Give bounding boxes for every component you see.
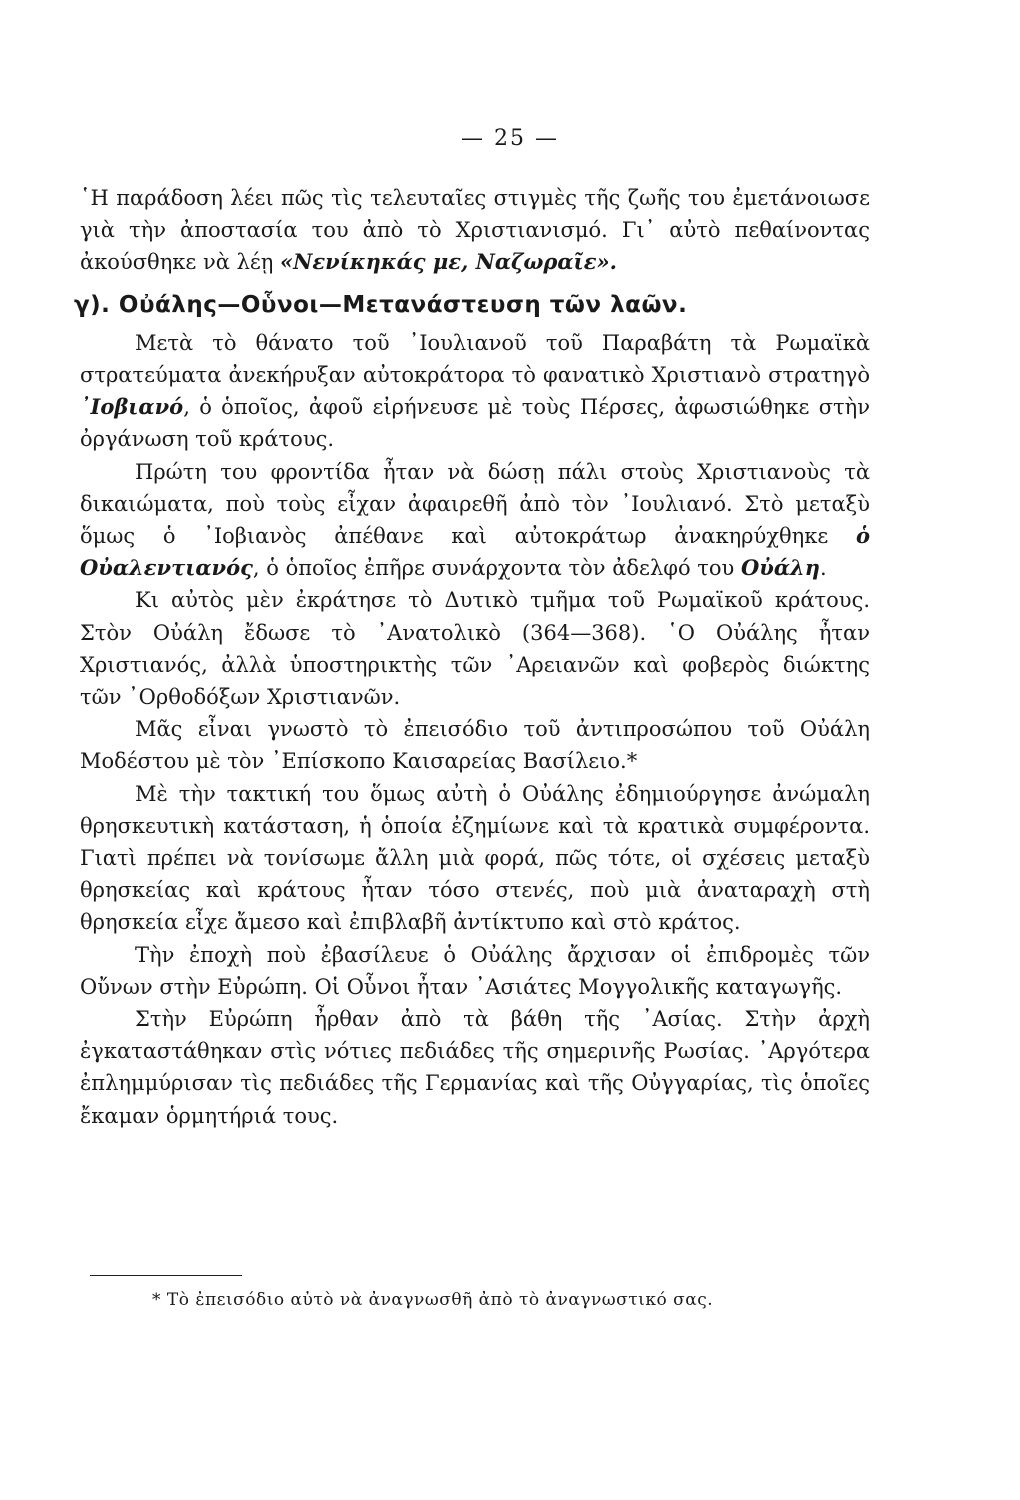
intro-paragraph [80, 182, 870, 279]
paragraph-2-text-c: . [820, 556, 827, 581]
intro-quote: «Νενίκηκάς με, Ναζωραῖε». [280, 249, 617, 275]
body-text [74, 182, 870, 1132]
name-valis: Οὐάλη [740, 555, 821, 581]
paragraph-3: Κι αὐτὸς μὲν ἐκράτησε τὸ Δυτικὸ τμῆμα τοῦ Ρωμαϊκοῦ κράτους. Στὸν Οὐάλη ἔδωσε τὸ ᾿Ανατολικὸ (364—368). ῾Ο Οὐάλης ἦταν Χριστιανός, ἀλλὰ ὑποστηρικτὴς τῶν ᾿Αρειανῶν καὶ φοβερὸς διώκτης τῶν ᾿Ορθοδόξων Χριστιανῶν. [80, 588, 870, 710]
name-iovianos: ᾿Ιοβιανό [80, 394, 184, 420]
paragraph-2-text-a: Πρώτη του φροντίδα ἦταν νὰ δώσῃ πάλι στοὺς Χριστιανοὺς τὰ δικαιώματα, ποὺ τοὺς εἶχαν ἀφαιρεθῆ ἀπὸ τὸν ᾿Ιουλιανό. Στὸ μεταξὺ ὅμως ὁ ᾿Ιοβιανὸς ἀπέθανε καὶ αὐτοκράτωρ ἀνακηρύχθηκε [80, 459, 870, 549]
paragraph-1-text-b: , ὁ ὁποῖος, ἀφοῦ εἰρήνευσε μὲ τοὺς Πέρσες, ἀφωσιώθηκε στὴν ὀργάνωση τοῦ κράτους. [80, 395, 870, 452]
paragraph-1 [80, 327, 870, 456]
paragraph-2 [80, 456, 870, 585]
name-valentinianos: ὁ Οὐαλεντιανός [80, 523, 870, 581]
paragraph-4: Μᾶς εἶναι γνωστὸ τὸ ἐπεισόδιο τοῦ ἀντιπροσώπου τοῦ Οὐάλη Μοδέστου μὲ τὸν ᾿Επίσκοπο Καισαρείας Βασίλειο.* [80, 717, 870, 774]
paragraph-2-text-b: , ὁ ὁποῖος ἐπῆρε συνάρχοντα τὸν ἀδελφό του [252, 556, 735, 581]
paragraph-7: Στὴν Εὐρώπη ἦρθαν ἀπὸ τὰ βάθη τῆς ᾿Ασίας. Στὴν ἀρχὴ ἐγκαταστάθηκαν στὶς νότιες πεδιάδες τῆς σημερινῆς Ρωσίας. ᾿Αργότερα ἐπλημμύρισαν τὶς πεδιάδες τῆς Γερμανίας καὶ τῆς Οὐγγαρίας, τὶς ὁποῖες ἔκαμαν ὁρμητήριά τους. [80, 1007, 870, 1128]
section-heading: γ). Οὐάλης—Οὗνοι—Μετανάστευση τῶν λαῶν. [74, 291, 688, 318]
footnote-divider [90, 1275, 242, 1276]
paragraph-6: Τὴν ἐποχὴ ποὺ ἐβασίλευε ὁ Οὐάλης ἄρχισαν οἱ ἐπιδρομὲς τῶν Οὔνων στὴν Εὐρώπη. Οἱ Οὗνοι ἦταν ᾿Ασιάτες Μογγολικῆς καταγωγῆς. [80, 942, 870, 999]
intro-text: ῾Η παράδοση λέει πῶς τὶς τελευταῖες στιγμὲς τῆς ζωῆς του ἐμετάνοιωσε γιὰ τὴν ἀποστασία του ἀπὸ τὸ Χριστιανισμό. Γι᾿ αὐτὸ πεθαίνοντας ἀκούσθηκε νὰ λέῃ [80, 186, 870, 275]
footnote: * Τὸ ἐπεισόδιο αὐτὸ νὰ ἀναγνωσθῆ ἀπὸ τὸ ἀναγνωστικό σας. [152, 1290, 714, 1310]
paragraph-5: Μὲ τὴν τακτική του ὅμως αὐτὴ ὁ Οὐάλης ἐδημιούργησε ἀνώμαλη θρησκευτικὴ κατάσταση, ἡ ὁποία ἐζημίωνε καὶ τὰ κρατικὰ συμφέροντα. Γιατὶ πρέπει νὰ τονίσωμε ἄλλη μιὰ φορά, πῶς τότε, οἱ σχέσεις μεταξὺ θρησκείας καὶ κράτους ἦταν τόσο στενές, ποὺ μιὰ ἀναταραχὴ στὴ θρησκεία εἶχε ἄμεσο καὶ ἐπιβλαβῆ ἀντίκτυπο καὶ στὸ κράτος. [80, 781, 870, 935]
page-number: — 25 — [461, 126, 559, 151]
paragraph-1-text-a: Μετὰ τὸ θάνατο τοῦ ᾿Ιουλιανοῦ τοῦ Παραβάτη τὰ Ρωμαϊκὰ στρατεύματα ἀνεκήρυξαν αὐτοκράτορα τὸ φανατικὸ Χριστιανὸ στρατηγὸ [80, 330, 870, 388]
